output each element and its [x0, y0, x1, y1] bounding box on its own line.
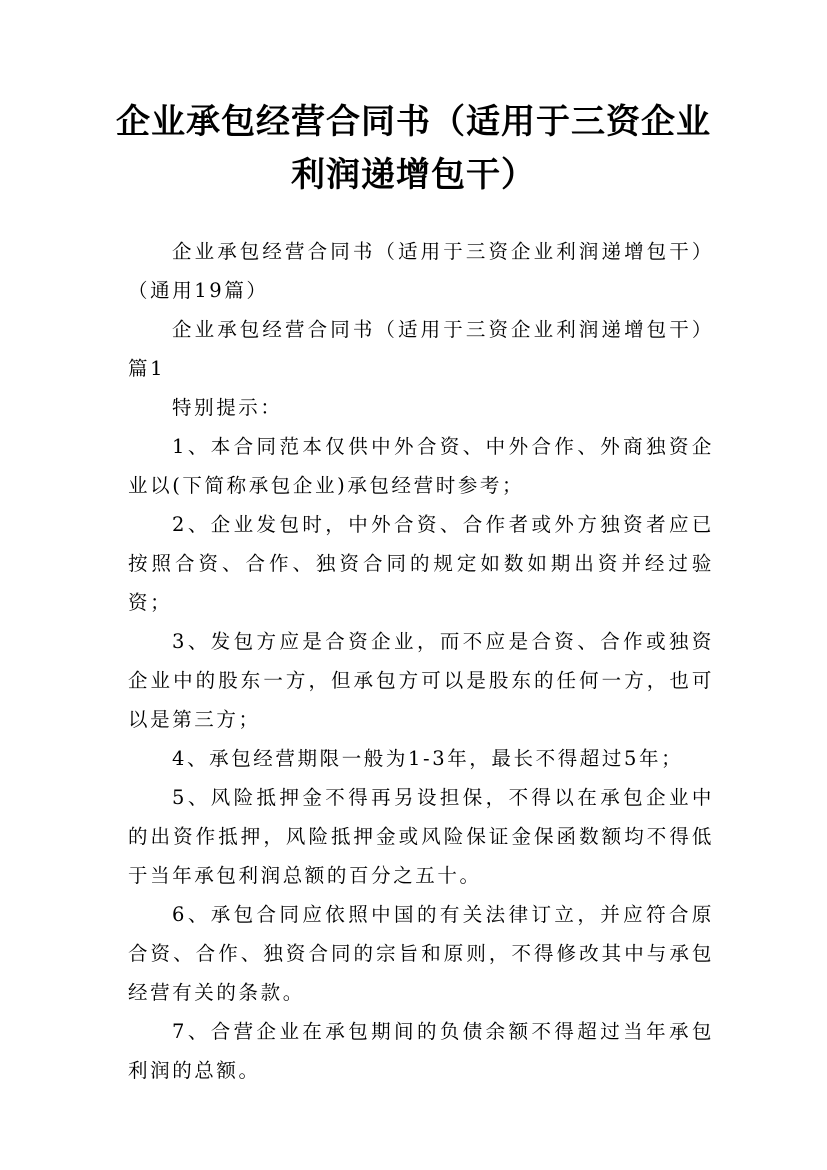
paragraph-section-heading: 企业承包经营合同书（适用于三资企业利润递增包干）篇1	[128, 318, 714, 380]
paragraph-subtitle: 企业承包经营合同书（适用于三资企业利润递增包干）（通用19篇）	[128, 240, 714, 302]
paragraph-item-3: 3、发包方应是合资企业，而不应是合资、合作或独资企业中的股东一方，但承包方可以是股东的任何一方，也可以是第三方；	[128, 630, 714, 731]
paragraph-item-2: 2、企业发包时，中外合资、合作者或外方独资者应已按照合资、合作、独资合同的规定如数如期出资并经过验资；	[128, 513, 714, 614]
paragraph-item-4: 4、承包经营期限一般为1-3年，最长不得超过5年；	[172, 747, 684, 770]
paragraph-item-1: 1、本合同范本仅供中外合资、中外合作、外商独资企业以(下简称承包企业)承包经营时参考；	[128, 435, 714, 497]
document-title: 企业承包经营合同书（适用于三资企业利润递增包干）	[116, 102, 711, 195]
paragraph-item-5: 5、风险抵押金不得再另设担保，不得以在承包企业中的出资作抵押，风险抵押金或风险保证金保函数额均不得低于当年承包利润总额的百分之五十。	[128, 786, 714, 887]
paragraph-item-6: 6、承包合同应依照中国的有关法律订立，并应符合原合资、合作、独资合同的宗旨和原则，不得修改其中与承包经营有关的条款。	[128, 903, 714, 1004]
paragraph-special-notice: 特别提示：	[172, 396, 283, 419]
paragraph-item-7: 7、合营企业在承包期间的负债余额不得超过当年承包利润的总额。	[128, 1020, 714, 1082]
document-body	[128, 232, 714, 1090]
